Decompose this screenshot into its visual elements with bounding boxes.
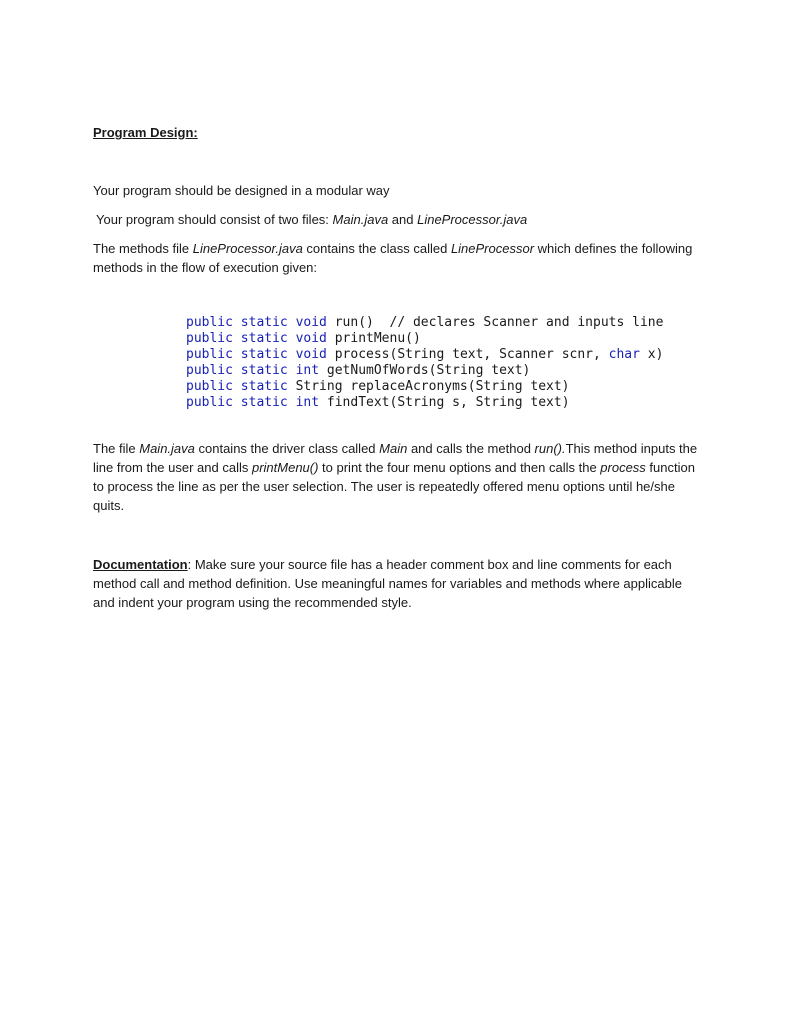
code-text: getNumOfWords(String text) [319, 363, 531, 378]
paragraph-documentation [93, 555, 698, 612]
file-name-main: Main.java [332, 212, 389, 227]
section-heading: Program Design: [93, 125, 198, 140]
text: function to process the line as per the user selection. The user is repeatedly offered menu options until he/she quits. [93, 460, 695, 513]
class-name-main: Main [379, 441, 408, 456]
text: The methods file [93, 241, 193, 256]
code-line-replaceacronyms [186, 379, 663, 395]
class-name-lineprocessor: LineProcessor [450, 241, 535, 256]
text: The file [93, 441, 140, 456]
code-text: String replaceAcronyms(String text) [287, 379, 570, 394]
code-keyword: public static int [186, 395, 320, 410]
text: to print the four menu options and then calls the [318, 460, 601, 475]
text: : Make sure your source file has a header comment box and line comments for each method call and method definition. Use meaningful names for variables and methods where applicable and indent your program using the recommended style. [93, 557, 682, 610]
method-signatures-code [186, 315, 663, 411]
code-keyword: public static int [186, 363, 320, 378]
code-keyword: char [608, 347, 640, 362]
paragraph-methods-file [93, 239, 698, 277]
file-name-lineprocessor: LineProcessor.java [417, 212, 528, 227]
paragraph-files [96, 210, 701, 229]
file-name-main: Main.java [139, 441, 195, 456]
method-name-process: process [600, 460, 646, 475]
file-name-lineprocessor: LineProcessor.java [192, 241, 303, 256]
code-line-findtext [186, 395, 663, 411]
code-keyword: public static [186, 379, 288, 394]
paragraph-main-java [93, 439, 698, 515]
method-name-run: run(). [534, 441, 566, 456]
text: and calls the method [407, 441, 535, 456]
text: contains the class called [302, 241, 451, 256]
code-text: x) [639, 347, 664, 362]
code-text: printMenu() [326, 331, 421, 346]
code-line-process [186, 347, 663, 363]
code-line-run [186, 315, 663, 331]
text: Your program should consist of two files: [96, 212, 333, 227]
paragraph-modular: Your program should be designed in a modular way [93, 183, 390, 198]
documentation-title: Documentation [93, 557, 188, 572]
code-keyword: public static void [186, 347, 327, 362]
code-text: run() // declares Scanner and inputs line [326, 315, 664, 330]
code-line-getnumofwords [186, 363, 663, 379]
method-name-printmenu: printMenu() [251, 460, 319, 475]
code-text: process(String text, Scanner scnr, [326, 347, 609, 362]
text: This method inputs the line from the user and calls [93, 441, 698, 475]
text: contains the driver class called [194, 441, 380, 456]
code-keyword: public static void [186, 315, 327, 330]
code-keyword: public static void [186, 331, 327, 346]
text: and [388, 212, 418, 227]
code-line-printmenu [186, 331, 663, 347]
code-text: findText(String s, String text) [319, 395, 570, 410]
text: which defines the following methods in the flow of execution given: [93, 241, 693, 275]
